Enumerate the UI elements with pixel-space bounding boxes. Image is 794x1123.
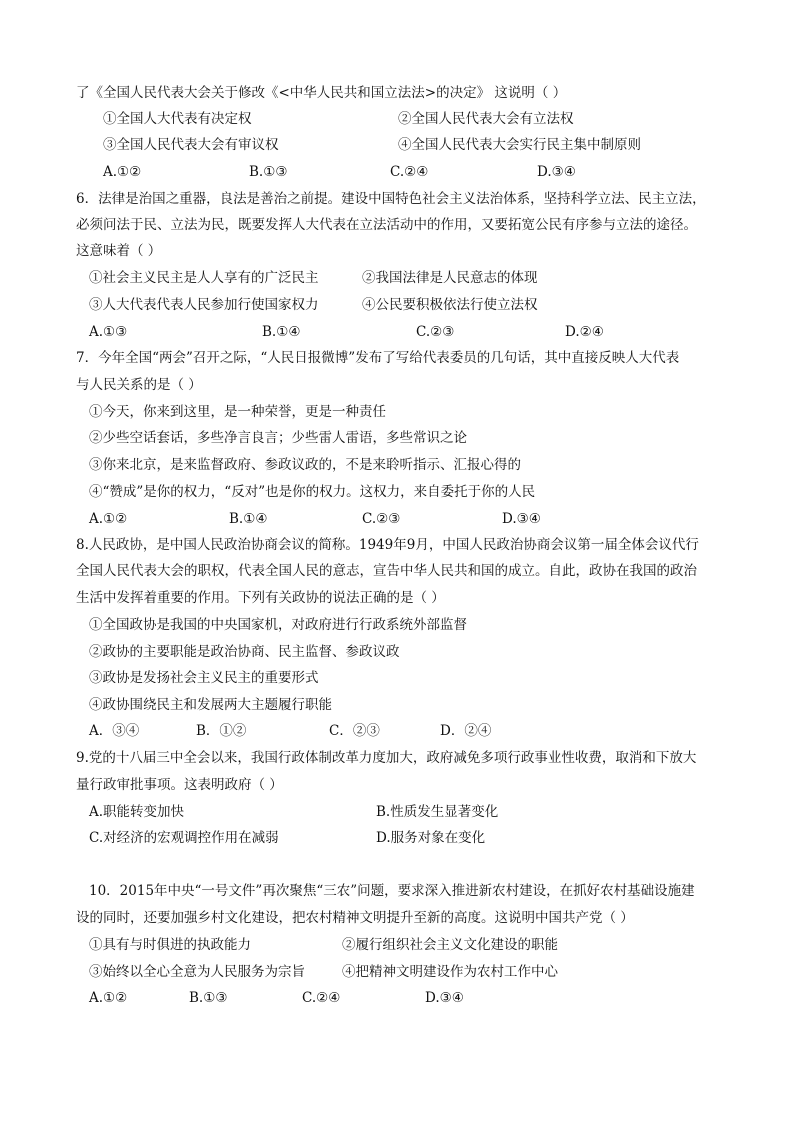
q6-item-1: ①社会主义民主是人人享有的广泛民主 — [89, 270, 319, 286]
q5-stem: 了《全国人民代表大会关于修改《<中华人民共和国立法法>的决定》 这说明（ ） — [76, 85, 567, 101]
q7-choice-d: D.③④ — [502, 511, 541, 527]
q9-choice-d: D.服务对象在变化 — [376, 830, 486, 846]
q10-item-3: ③始终以全心全意为人民服务为宗旨 — [89, 964, 305, 980]
q8-choice-d: D．②④ — [440, 723, 492, 739]
q10-item-1: ①具有与时俱进的执政能力 — [89, 937, 251, 953]
q8-item-1: ①全国政协是我国的中央国家机，对政府进行行政系统外部监督 — [89, 617, 467, 633]
q6-item-2: ②我国法律是人民意志的体现 — [362, 270, 538, 286]
q6-choice-d: D.②④ — [565, 324, 604, 340]
q8-stem-line-1: 8.人民政协，是中国人民政治协商会议的简称。1949年9月，中国人民政治协商会议第一届全体会议代行 — [76, 537, 699, 553]
q5-item-2: ②全国人民代表大会有立法权 — [398, 111, 574, 127]
q10-choice-a: A.①② — [89, 990, 128, 1006]
q7-item-2: ②少些空话套话，多些净言良言；少些雷人雷语，多些常识之论 — [89, 430, 467, 446]
q8-item-2: ②政协的主要职能是政治协商、民主监督、参政议政 — [89, 644, 400, 660]
q7-stem-line-2: 与人民关系的是（ ） — [76, 377, 202, 393]
q5-item-3: ③全国人民代表大会有审议权 — [103, 137, 279, 153]
q10-stem-line-1: 10．2015年中央“一号文件”再次聚焦“三农”问题，要求深入推进新农村建设，在抓好农村基础设施建 — [89, 883, 695, 899]
q8-item-4: ④政协围绕民主和发展两大主题履行职能 — [89, 697, 332, 713]
q7-choice-c: C.②③ — [362, 511, 401, 527]
q8-stem-line-2: 全国人民代表大会的职权，代表全国人民的意志，宣告中华人民共和国的成立。自此，政协在我国的政治 — [76, 563, 697, 579]
q8-choice-b: B．①② — [196, 723, 247, 739]
q7-choice-a: A.①② — [89, 511, 128, 527]
q10-choice-c: C.②④ — [302, 990, 341, 1006]
q8-choice-a: A．③④ — [89, 723, 140, 739]
q7-stem-line-1: 7．今年全国“两会”召开之际，“人民日报微博”发布了写给代表委员的几句话，其中直接反映人大代表 — [76, 350, 680, 366]
q6-stem-line-1: 6．法律是治国之重器，良法是善治之前提。建设中国特色社会主义法治体系，坚持科学立法、民主立法， — [76, 191, 706, 207]
q7-item-4: ④“赞成”是你的权力，“反对”也是你的权力。这权力，来自委托于你的人民 — [89, 484, 536, 500]
q10-stem-line-2: 设的同时，还要加强乡村文化建设，把农村精神文明提升至新的高度。这说明中国共产党（ ） — [76, 910, 634, 926]
q6-stem-line-3: 这意味着（ ） — [76, 243, 162, 259]
q7-item-1: ①今天，你来到这里，是一种荣誉，更是一种责任 — [89, 404, 386, 420]
q5-item-1: ①全国人大代表有决定权 — [103, 111, 252, 127]
q10-item-4: ④把精神文明建设作为农村工作中心 — [342, 964, 558, 980]
q6-choice-c: C.②③ — [416, 324, 455, 340]
q5-item-4: ④全国人民代表大会实行民主集中制原则 — [398, 137, 641, 153]
q8-stem-line-3: 生活中发挥着重要的作用。下列有关政协的说法正确的是（ ） — [76, 590, 445, 606]
q8-choice-c: C．②③ — [329, 723, 380, 739]
q5-choice-c: C.②④ — [390, 164, 429, 180]
q9-choice-c: C.对经济的宏观调控作用在减弱 — [89, 830, 279, 846]
q10-choice-d: D.③④ — [425, 990, 464, 1006]
q6-choice-b: B.①④ — [262, 324, 301, 340]
q9-choice-b: B.性质发生显著变化 — [376, 804, 499, 820]
q9-stem-line-2: 量行政审批事项。这表明政府（ ） — [76, 777, 283, 793]
q6-choice-a: A.①③ — [89, 324, 128, 340]
q7-choice-b: B.①④ — [229, 511, 268, 527]
q10-item-2: ②履行组织社会主义文化建设的职能 — [342, 937, 558, 953]
q10-choice-b: B.①③ — [189, 990, 228, 1006]
q8-item-3: ③政协是发扬社会主义民主的重要形式 — [89, 670, 319, 686]
q5-choice-a: A.①② — [103, 164, 142, 180]
q9-choice-a: A.职能转变加快 — [89, 804, 185, 820]
q9-stem-line-1: 9.党的十八届三中全会以来，我国行政体制改革力度加大，政府减免多项行政事业性收费，取消和下放大 — [76, 750, 697, 766]
q6-item-4: ④公民要积极依法行使立法权 — [362, 297, 538, 313]
q6-item-3: ③人大代表代表人民参加行使国家权力 — [89, 297, 319, 313]
q6-stem-line-2: 必须问法于民、立法为民，既要发挥人大代表在立法活动中的作用，又要拓宽公民有序参与立法的途径。 — [76, 217, 697, 233]
q5-choice-b: B.①③ — [249, 164, 288, 180]
q5-choice-d: D.③④ — [537, 164, 576, 180]
q7-item-3: ③你来北京，是来监督政府、参政议政的，不是来聆听指示、汇报心得的 — [89, 457, 521, 473]
